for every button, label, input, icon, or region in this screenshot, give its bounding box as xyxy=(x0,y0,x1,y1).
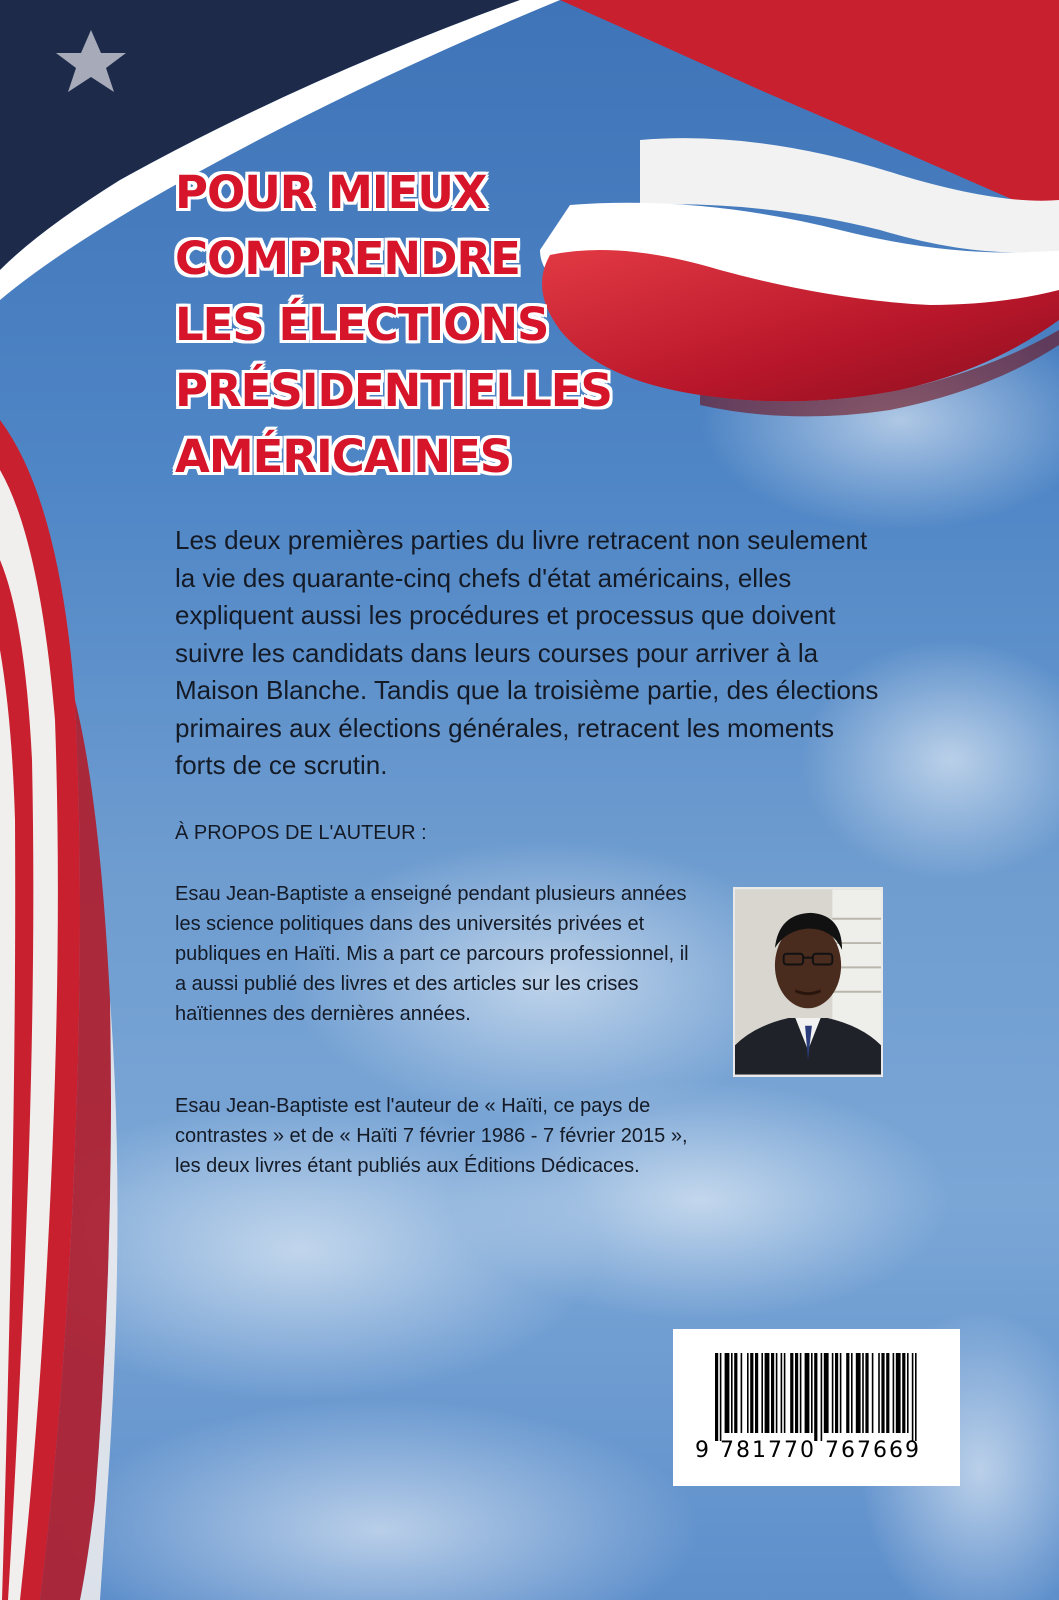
barcode-number: 9 781770 767669 xyxy=(695,1438,921,1463)
barcode-bar xyxy=(832,1353,834,1433)
barcode-bar xyxy=(872,1353,874,1433)
barcode-bar xyxy=(747,1353,749,1433)
barcode-bar xyxy=(878,1353,880,1433)
barcode-bar xyxy=(896,1353,901,1433)
barcode-bar xyxy=(856,1353,861,1433)
barcode-bar xyxy=(902,1353,905,1433)
barcode-bar xyxy=(781,1353,783,1433)
barcode-bar xyxy=(865,1353,868,1433)
title-line: POUR MIEUX xyxy=(175,166,487,219)
title-line: AMÉRICAINES xyxy=(175,430,512,483)
author-books-paragraph: Esau Jean-Baptiste est l'auteur de « Haïti, ce pays de contrastes » et de « Haïti 7 février 1986 - 7 février 2015 », les deux livres étant publiés aux Éditions Dédicaces. xyxy=(175,1095,688,1177)
author-photo xyxy=(733,887,883,1077)
barcode-bar xyxy=(715,1353,718,1441)
title-line: PRÉSIDENTIELLES xyxy=(175,364,612,417)
isbn-barcode xyxy=(673,1329,960,1486)
barcode-bar xyxy=(761,1353,763,1433)
barcode-bar xyxy=(731,1353,733,1433)
title-line: LES ÉLECTIONS xyxy=(175,298,549,351)
barcode-bar xyxy=(720,1353,722,1441)
barcode-bar xyxy=(846,1353,849,1433)
barcode-bar xyxy=(741,1353,743,1433)
barcode-bar xyxy=(907,1353,909,1433)
barcode-bar xyxy=(805,1353,810,1433)
barcode-bar xyxy=(795,1353,798,1433)
barcode-bar xyxy=(915,1353,917,1441)
barcode-bar xyxy=(750,1353,753,1433)
barcode-bar xyxy=(881,1353,884,1433)
barcode-bar xyxy=(790,1353,793,1433)
barcode-bar xyxy=(771,1353,774,1433)
barcode-bar xyxy=(814,1353,817,1441)
barcode-bar xyxy=(776,1353,778,1433)
barcode-bar xyxy=(811,1353,813,1433)
author-bio-paragraph: Esau Jean-Baptiste a enseigné pendant plusieurs années les science politiques dans des universités privées et publiques en Haïti. Mis a part ce parcours professionnel, il a aussi publié des livres et des articles sur les crises haïtiennes des dernières années. xyxy=(175,883,689,1025)
barcode-bar xyxy=(725,1353,730,1433)
barcode-bar xyxy=(893,1353,895,1433)
about-author-heading: À PROPOS DE L'AUTEUR : xyxy=(175,822,427,844)
barcode-bar xyxy=(886,1353,889,1433)
title-line: COMPRENDRE xyxy=(175,232,520,285)
barcode-bar xyxy=(755,1353,758,1433)
barcode-bar xyxy=(912,1353,914,1441)
book-title xyxy=(175,160,735,490)
barcode-bar xyxy=(784,1353,786,1433)
barcode-bar xyxy=(840,1353,842,1433)
barcode-bar xyxy=(800,1353,802,1433)
barcode-bar xyxy=(851,1353,853,1433)
barcode-bar xyxy=(734,1353,737,1433)
book-blurb: Les deux premières parties du livre retracent non seulement la vie des quarante-cinq chefs d'état américains, elles expliquent aussi les procédures et processus que doivent suivre les candidats dans leurs courses pour arriver à la Maison Blanche. Tandis que la troisième partie, des élections primaires aux élections générales, retracent les moments forts de ce scrutin. xyxy=(175,525,879,780)
barcode-bar xyxy=(835,1353,838,1433)
barcode-bar xyxy=(824,1353,829,1433)
barcode-bar xyxy=(765,1353,770,1433)
barcode-bar xyxy=(821,1353,823,1441)
barcode-bar xyxy=(862,1353,864,1433)
